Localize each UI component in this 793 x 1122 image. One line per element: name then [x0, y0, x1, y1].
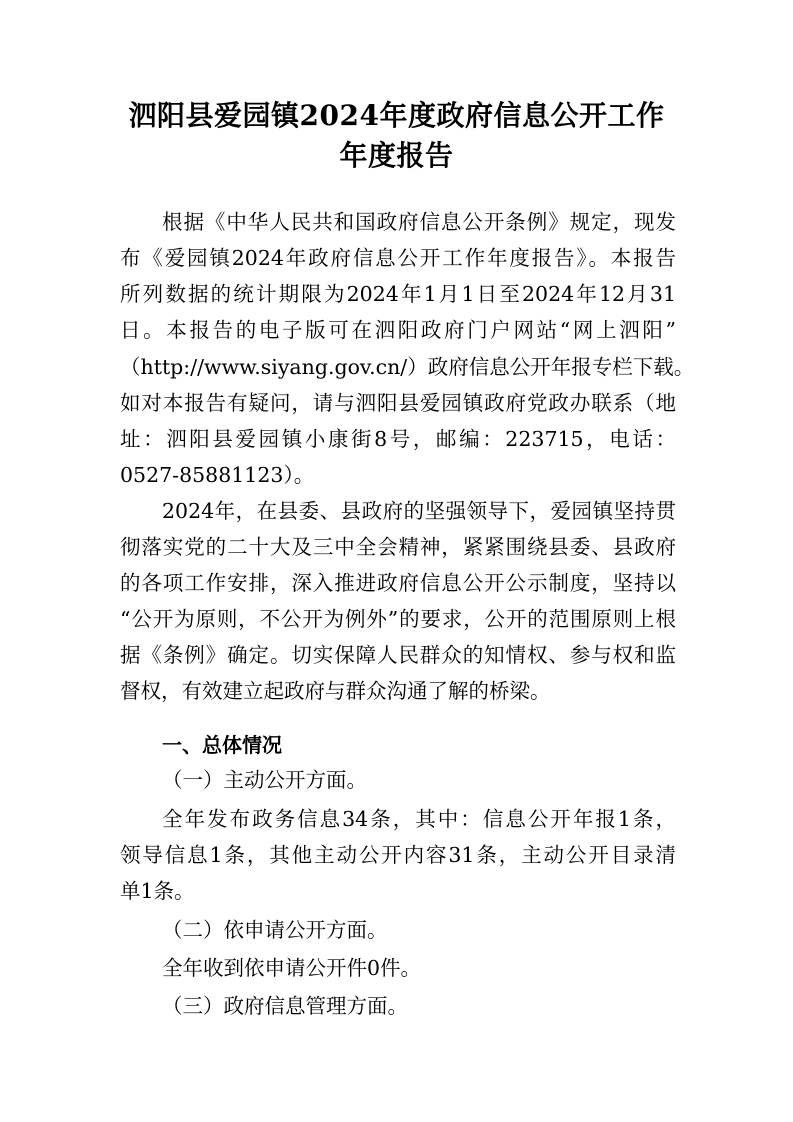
subsection-heading-on-request: （二）依申请公开方面。 [162, 918, 388, 942]
intro-line: 如对本报告有疑问，请与泗阳县爱园镇政府党政办联系（地 [120, 391, 676, 415]
paragraph-2-line: 的各项工作安排，深入推进政府信息公开公示制度，坚持以 [120, 571, 676, 595]
report-title-line-2: 年度报告 [339, 139, 454, 172]
subsection-heading-proactive: （一）主动公开方面。 [162, 768, 367, 792]
proactive-line: 单1条。 [120, 879, 195, 903]
report-title-line-1: 泗阳县爱园镇2024年度政府信息公开工作 [128, 99, 665, 132]
intro-line: 根据《中华人民共和国政府信息公开条例》规定，现发 [162, 210, 676, 234]
paragraph-2-line: 督权，有效建立起政府与群众沟通了解的桥梁。 [120, 679, 551, 703]
paragraph-2-line: 据《条例》确定。切实保障人民群众的知情权、参与权和监 [120, 643, 676, 667]
subsection-heading-management: （三）政府信息管理方面。 [162, 994, 408, 1018]
intro-line: 所列数据的统计期限为2024年1月1日至2024年12月31 [120, 282, 676, 306]
paragraph-2-line: 彻落实党的二十大及三中全会精神，紧紧围绕县委、县政府 [120, 535, 676, 559]
paragraph-2-line: 2024年，在县委、县政府的坚强领导下，爱园镇坚持贯 [162, 499, 676, 523]
intro-line: （http://www.siyang.gov.cn/）政府信息公开年报专栏下载。 [120, 355, 695, 379]
proactive-line: 全年发布政务信息34条，其中：信息公开年报1条， [162, 807, 676, 831]
paragraph-2-line: “公开为原则，不公开为例外”的要求，公开的范围原则上根 [120, 607, 676, 631]
on-request-text: 全年收到依申请公开件0件。 [162, 956, 422, 980]
intro-line: 日。本报告的电子版可在泗阳政府门户网站“网上泗阳” [120, 318, 676, 342]
section-heading-overview: 一、总体情况 [162, 733, 282, 757]
proactive-line: 领导信息1条，其他主动公开内容31条，主动公开目录清 [120, 843, 676, 867]
intro-line: 0527-85881123）。 [120, 463, 315, 487]
intro-line: 址：泗阳县爱园镇小康街8号，邮编：223715，电话： [120, 427, 676, 451]
intro-line: 布《爱园镇2024年政府信息公开工作年度报告》。本报告 [120, 246, 676, 270]
